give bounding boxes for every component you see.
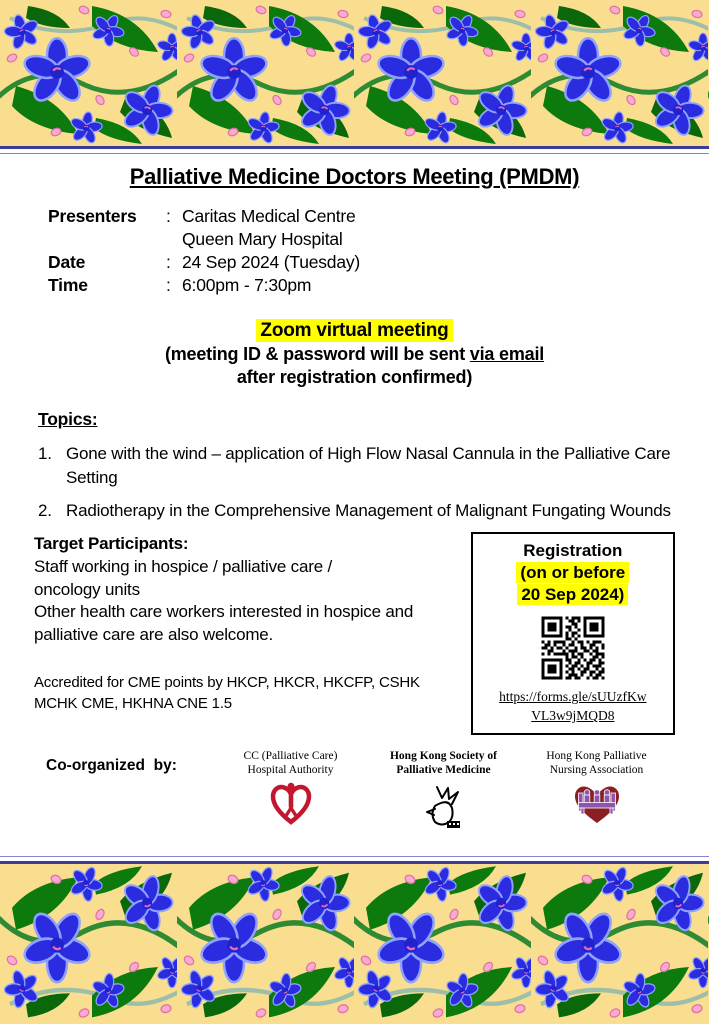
divider-top [0, 146, 709, 154]
registration-box [471, 532, 675, 735]
participants-section [34, 532, 471, 714]
organizer-hospital-authority [214, 749, 367, 832]
hkpna-heart-bed-logo [570, 781, 624, 825]
topics-heading: Topics: [38, 409, 98, 429]
time-colon: : [166, 275, 171, 295]
hospital-authority-heart-person-logo [268, 781, 314, 827]
topic-item-1 [38, 442, 675, 490]
zoom-heading-highlight: Zoom virtual meeting [256, 319, 452, 342]
organizer-1-name-line-1: CC (Palliative Care) [243, 750, 338, 762]
flyer-content [0, 154, 709, 856]
organizer-3-name-line-1: Hong Kong Palliative [546, 750, 647, 762]
topic-number-2: 2. [38, 501, 52, 520]
organizer-hkspm [367, 749, 520, 834]
registration-deadline-line2: 20 Sep 2024) [476, 584, 670, 606]
cme-accreditation-line-2: MCHK CME, HKHNA CNE 1.5 [34, 695, 232, 712]
via-email-underlined: via email [469, 344, 545, 364]
organizer-2-name-line-2: Palliative Medicine [396, 764, 491, 776]
page-title: Palliative Medicine Doctors Meeting (PMDM) [129, 164, 580, 189]
presenters-value-1: Caritas Medical Centre [182, 206, 356, 226]
topic-number-1: 1. [38, 444, 52, 463]
zoom-meeting-line2: after registration confirmed) [236, 367, 473, 387]
topic-text-2: Radiotherapy in the Comprehensive Management of Malignant Fungating Wounds [66, 501, 671, 520]
participants-line-4: palliative care are also welcome. [34, 624, 274, 644]
organizer-3-name-line-2: Nursing Association [549, 764, 644, 776]
date-colon: : [166, 252, 171, 272]
registration-heading: Registration [523, 541, 623, 560]
floral-border-top [0, 0, 709, 146]
participants-registration-row [34, 532, 675, 735]
registration-qr-code [540, 615, 606, 681]
zoom-meeting-heading [34, 319, 675, 343]
co-organizers-section [34, 749, 675, 834]
co-organized-by-label: Co-organized by: [46, 757, 177, 774]
registration-url-line-1[interactable]: https://forms.gle/sUUzfKw [499, 689, 647, 704]
registration-deadline-line1: (on or before [476, 562, 670, 584]
meeting-details [48, 205, 675, 297]
participants-line-3: Other health care workers interested in hospice and [34, 602, 414, 621]
details-row-time [48, 274, 675, 297]
details-row-date [48, 251, 675, 274]
organizer-2-name-line-1: Hong Kong Society of [389, 750, 497, 762]
organizer-1-name-line-2: Hospital Authority [247, 764, 334, 776]
participants-line-1: Staff working in hospice / palliative care / [34, 557, 332, 576]
zoom-meeting-line1: (meeting ID & password will be sent via email [164, 344, 545, 364]
date-label: Date [48, 252, 86, 272]
cme-accreditation-line-1: Accredited for CME points by HKCP, HKCR, HKCFP, CSHK [34, 674, 420, 691]
divider-bottom [0, 856, 709, 864]
time-value: 6:00pm - 7:30pm [182, 275, 312, 295]
topic-item-2 [38, 499, 675, 523]
organizer-hkpna [520, 749, 673, 830]
date-value: 24 Sep 2024 (Tuesday) [182, 252, 361, 272]
qr-code-svg [540, 615, 606, 681]
floral-border-bottom [0, 864, 709, 1024]
presenters-value-2: Queen Mary Hospital [182, 229, 343, 249]
time-label: Time [48, 275, 88, 295]
participants-line-2: oncology units [34, 579, 140, 599]
presenters-colon: : [166, 206, 171, 226]
cme-accreditation [34, 672, 471, 714]
zoom-meeting-notice [34, 319, 675, 389]
topics-list [34, 442, 675, 523]
presenters-label: Presenters [48, 206, 137, 226]
details-row-presenters [48, 205, 675, 228]
hkspm-dove-logo [422, 781, 466, 829]
target-participants-heading: Target Participants: [34, 534, 189, 553]
floral-pattern-bottom [0, 864, 709, 1024]
floral-pattern-top [0, 0, 709, 146]
details-row-presenters-2 [48, 228, 675, 251]
registration-url-link[interactable] [476, 687, 670, 725]
topic-text-1: Gone with the wind – application of High Flow Nasal Cannula in the Palliative Care Setting [66, 444, 671, 487]
registration-url-line-2[interactable]: VL3w9jMQD8 [531, 708, 615, 723]
